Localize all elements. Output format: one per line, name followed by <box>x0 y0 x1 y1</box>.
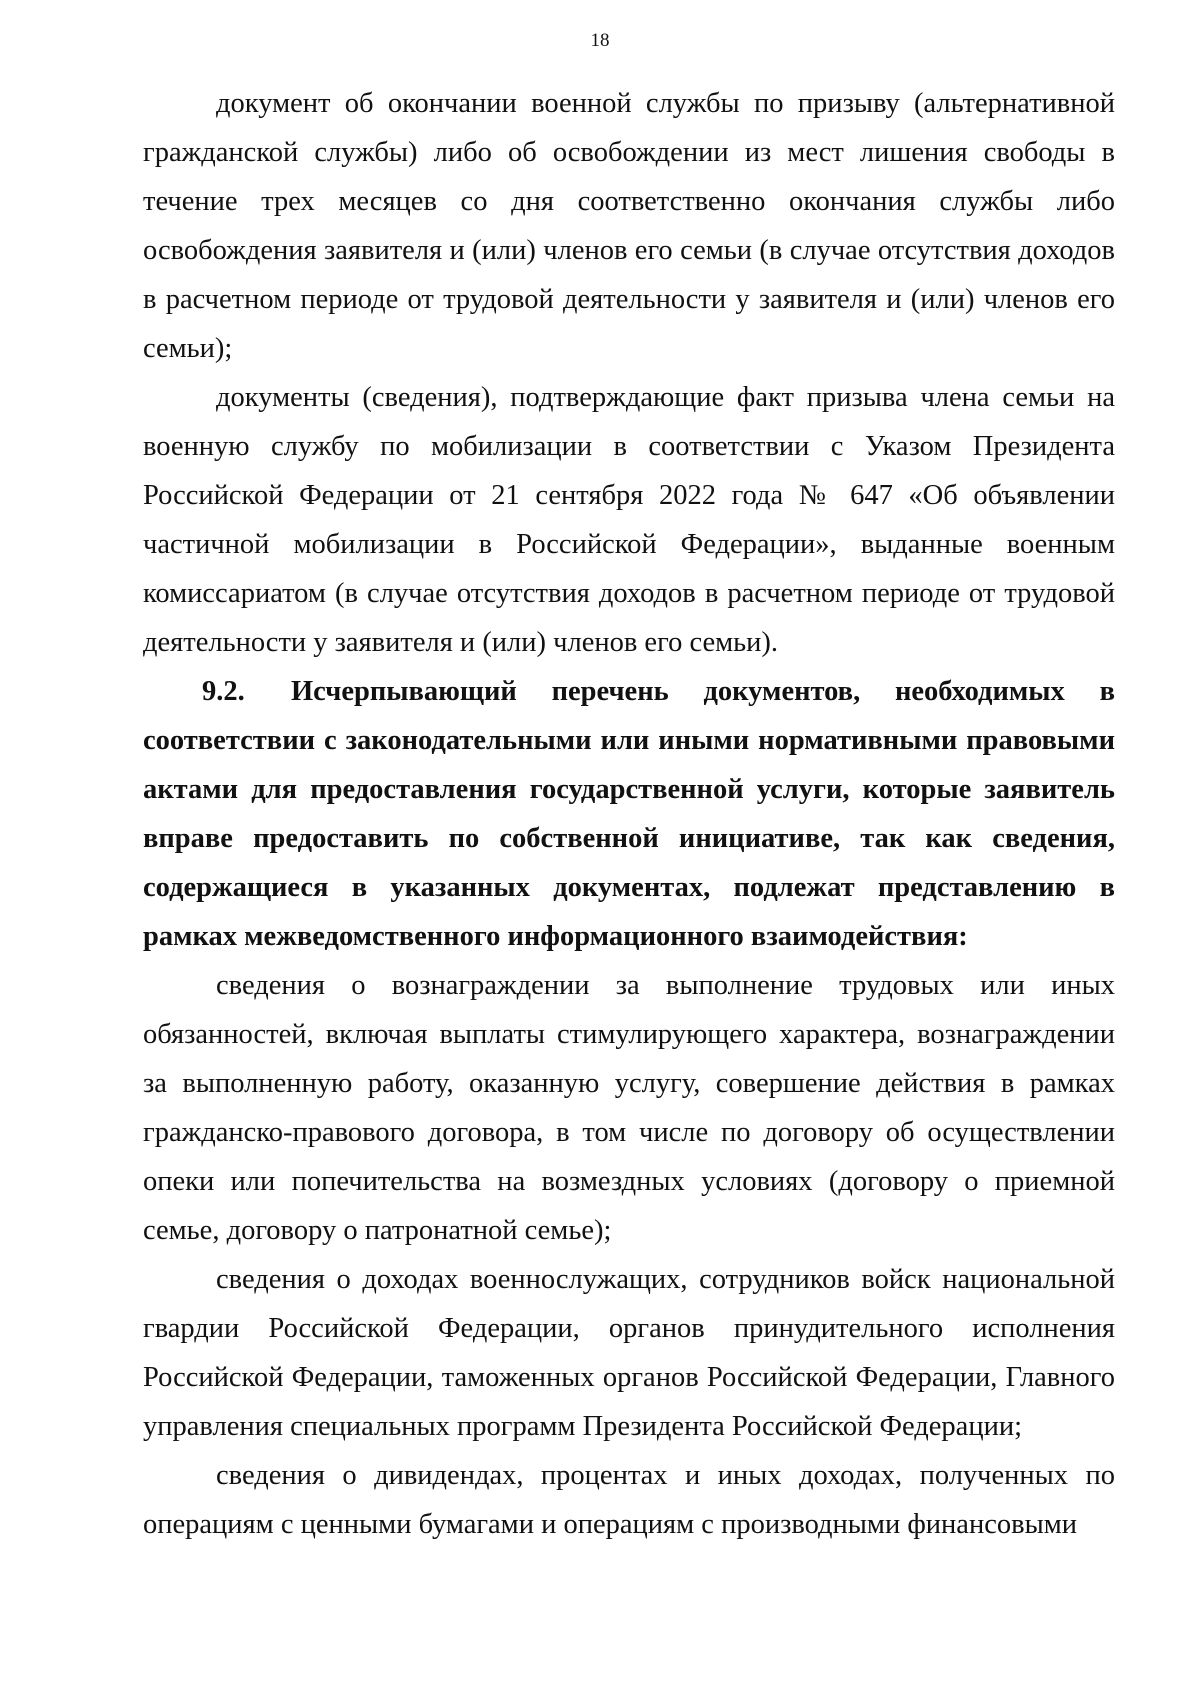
paragraph-military-income-info: сведения о доходах военнослужащих, сотрудников войск национальной гвардии Российской Федерации, органов принудительного исполнения Российской Федерации, таможенных органов Российской Федерации, Главного управления специальных программ Президента Российской Федерации; <box>143 1264 1115 1442</box>
section-heading-text: Исчерпывающий перечень документов, необходимых в соответствии с законодательными или иными нормативными правовыми актами для предоставления государственной услуги, которые заявитель вправе предоставить по собственной инициативе, так как сведения, содержащиеся в указанных документах, подлежат представлению в рамках межведомственного информационного взаимодействия: <box>143 676 1115 952</box>
section-number: 9.2. <box>202 676 245 707</box>
document-body <box>143 79 1115 1549</box>
paragraph-dividends-info: сведения о дивидендах, процентах и иных доходах, полученных по операциям с ценными бумагами и операциям с производными финансовыми <box>143 1460 1115 1540</box>
paragraph-remuneration-info: сведения о вознаграждении за выполнение трудовых или иных обязанностей, включая выплаты стимулирующего характера, вознаграждении за выполненную работу, оказанную услугу, совершение действия в рамках гражданско-правового договора, в том числе по договору об осуществлении опеки или попечительства на возмездных условиях (договору о приемной семье, договору о патронатной семье); <box>143 970 1115 1246</box>
section-heading-9-2 <box>143 667 1115 961</box>
page-number: 18 <box>590 30 610 51</box>
paragraph-mobilization-documents: документы (сведения), подтверждающие факт призыва члена семьи на военную службу по мобилизации в соответствии с Указом Президента Российской Федерации от 21 сентября 2022 года № 647 «Об объявлении частичной мобилизации в Российской Федерации», выданные военным комиссариатом (в случае отсутствия доходов в расчетном периоде от трудовой деятельности у заявителя и (или) членов его семьи). <box>143 382 1115 658</box>
paragraph-military-service-document: документ об окончании военной службы по призыву (альтернативной гражданской службы) либо об освобождении из мест лишения свободы в течение трех месяцев со дня соответственно окончания службы либо освобождения заявителя и (или) членов его семьи (в случае отсутствия доходов в расчетном периоде от трудовой деятельности у заявителя и (или) членов его семьи); <box>143 88 1115 364</box>
